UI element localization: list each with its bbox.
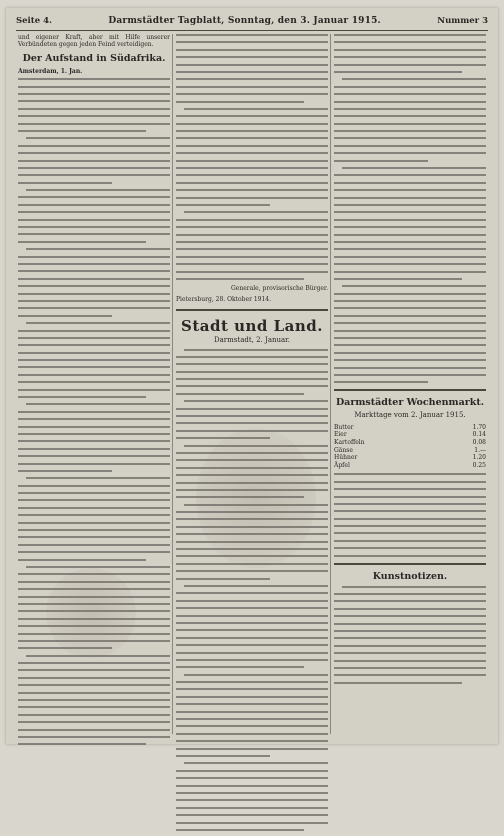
- table-row: Eier 0.14: [334, 431, 486, 439]
- section-title: Stadt und Land.: [180, 317, 324, 336]
- paper-stain: [46, 568, 136, 658]
- section-rule: [334, 389, 486, 391]
- market-price-table: [334, 424, 486, 470]
- art-body: [334, 586, 486, 684]
- table-row: Kartoffeln 0.08: [334, 438, 486, 446]
- section-rule: [176, 309, 328, 311]
- page-label: Seite 4.: [16, 16, 52, 26]
- table-row: Hühner 1.20: [334, 454, 486, 462]
- intro-text: und eigener Kraft, aber mit Hilfe unserer Verbündeten gegen jeden Feind verteidigen.: [18, 34, 170, 49]
- column-divider: [172, 34, 173, 734]
- dateline: Amsterdam, 1. Jan.: [18, 67, 83, 75]
- local-news-body: [176, 349, 328, 831]
- table-row: Äpfel 0.25: [334, 461, 486, 469]
- market-table-continued: [334, 473, 486, 556]
- page-header: [16, 14, 488, 31]
- art-title: Kunstnotizen.: [372, 570, 448, 582]
- table-row: Gänse 1.—: [334, 446, 486, 454]
- paper-stain: [196, 428, 316, 568]
- article-body: [334, 34, 486, 383]
- market-title: Darmstädter Wochenmarkt.: [335, 397, 485, 409]
- newspaper-page: [6, 8, 498, 744]
- page-number: Nummer 3: [437, 16, 488, 26]
- article-body: [176, 34, 328, 280]
- place-date: Pietersburg, 28. Oktober 1914.: [176, 295, 272, 303]
- section-rule: [334, 563, 486, 565]
- market-date: Markttage vom 2. Januar 1915.: [354, 411, 466, 420]
- column-right: [334, 34, 486, 689]
- column-divider: [330, 34, 331, 734]
- signature: Generale, provisorische Bürger.: [230, 285, 328, 293]
- section-date: Darmstadt, 2. Januar.: [214, 336, 290, 345]
- paper-title: Darmstädter Tagblatt, Sonntag, den 3. Januar 1915.: [108, 16, 381, 26]
- article-headline: Der Aufstand in Südafrika.: [22, 52, 166, 64]
- table-row: Butter 1.70: [334, 423, 486, 431]
